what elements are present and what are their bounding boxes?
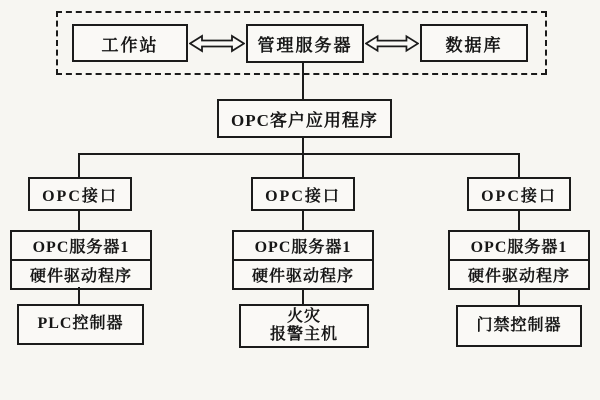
connector-driver-to-device-left xyxy=(78,287,80,305)
connector-interface-to-server-middle xyxy=(302,210,304,231)
opc-interface-box-left xyxy=(28,177,132,211)
hardware-driver-label: 硬件驱动程序 xyxy=(29,268,132,285)
connector-server-to-client xyxy=(302,63,304,99)
connector-driver-to-device-middle xyxy=(302,288,304,305)
connector-interface-to-server-left xyxy=(78,210,80,231)
opc-server-driver-stack-left xyxy=(10,230,152,290)
opc-server-label: OPC服务器1 xyxy=(234,232,372,261)
management-server-box xyxy=(246,24,364,63)
opc-interface-box-right xyxy=(467,177,571,211)
opc-interface-box-middle xyxy=(251,177,355,211)
double-arrow-icon xyxy=(189,34,245,53)
opc-interface-label: OPC接口 xyxy=(481,187,557,205)
connector-client-down xyxy=(302,138,304,178)
workstation-box xyxy=(72,24,188,62)
opc-client-app-label: OPC客户应用程序 xyxy=(231,111,378,130)
connector-interface-to-server-right xyxy=(518,210,520,231)
opc-server-driver-stack-middle xyxy=(232,230,374,290)
double-arrow-icon xyxy=(365,34,419,53)
database-box xyxy=(420,24,528,62)
device-label-line1: 门禁控制器 xyxy=(476,316,562,334)
management-server-label: 管理服务器 xyxy=(257,36,353,55)
opc-interface-label: OPC接口 xyxy=(42,187,118,205)
connector-bus-to-left-interface xyxy=(78,155,80,177)
fire-alarm-host-box xyxy=(239,304,369,348)
connector-horizontal-bus xyxy=(78,153,520,155)
hardware-driver-label: 硬件驱动程序 xyxy=(467,268,570,285)
access-control-controller-box xyxy=(456,305,582,347)
opc-server-label: OPC服务器1 xyxy=(450,232,588,261)
workstation-label: 工作站 xyxy=(101,35,159,55)
opc-server-driver-stack-right xyxy=(448,230,590,290)
hardware-driver-label: 硬件驱动程序 xyxy=(251,268,354,285)
connector-driver-to-device-right xyxy=(518,288,520,305)
database-label: 数据库 xyxy=(445,35,503,55)
connector-bus-to-right-interface xyxy=(518,155,520,177)
opc-server-label: OPC服务器1 xyxy=(12,232,150,261)
device-label-line1: PLC控制器 xyxy=(37,315,124,333)
plc-controller-box xyxy=(17,304,144,345)
device-label-line2: 报警主机 xyxy=(269,326,338,343)
device-label-line1: 火灾 xyxy=(286,307,321,325)
opc-interface-label: OPC接口 xyxy=(265,187,341,205)
opc-client-app-box xyxy=(217,99,392,138)
